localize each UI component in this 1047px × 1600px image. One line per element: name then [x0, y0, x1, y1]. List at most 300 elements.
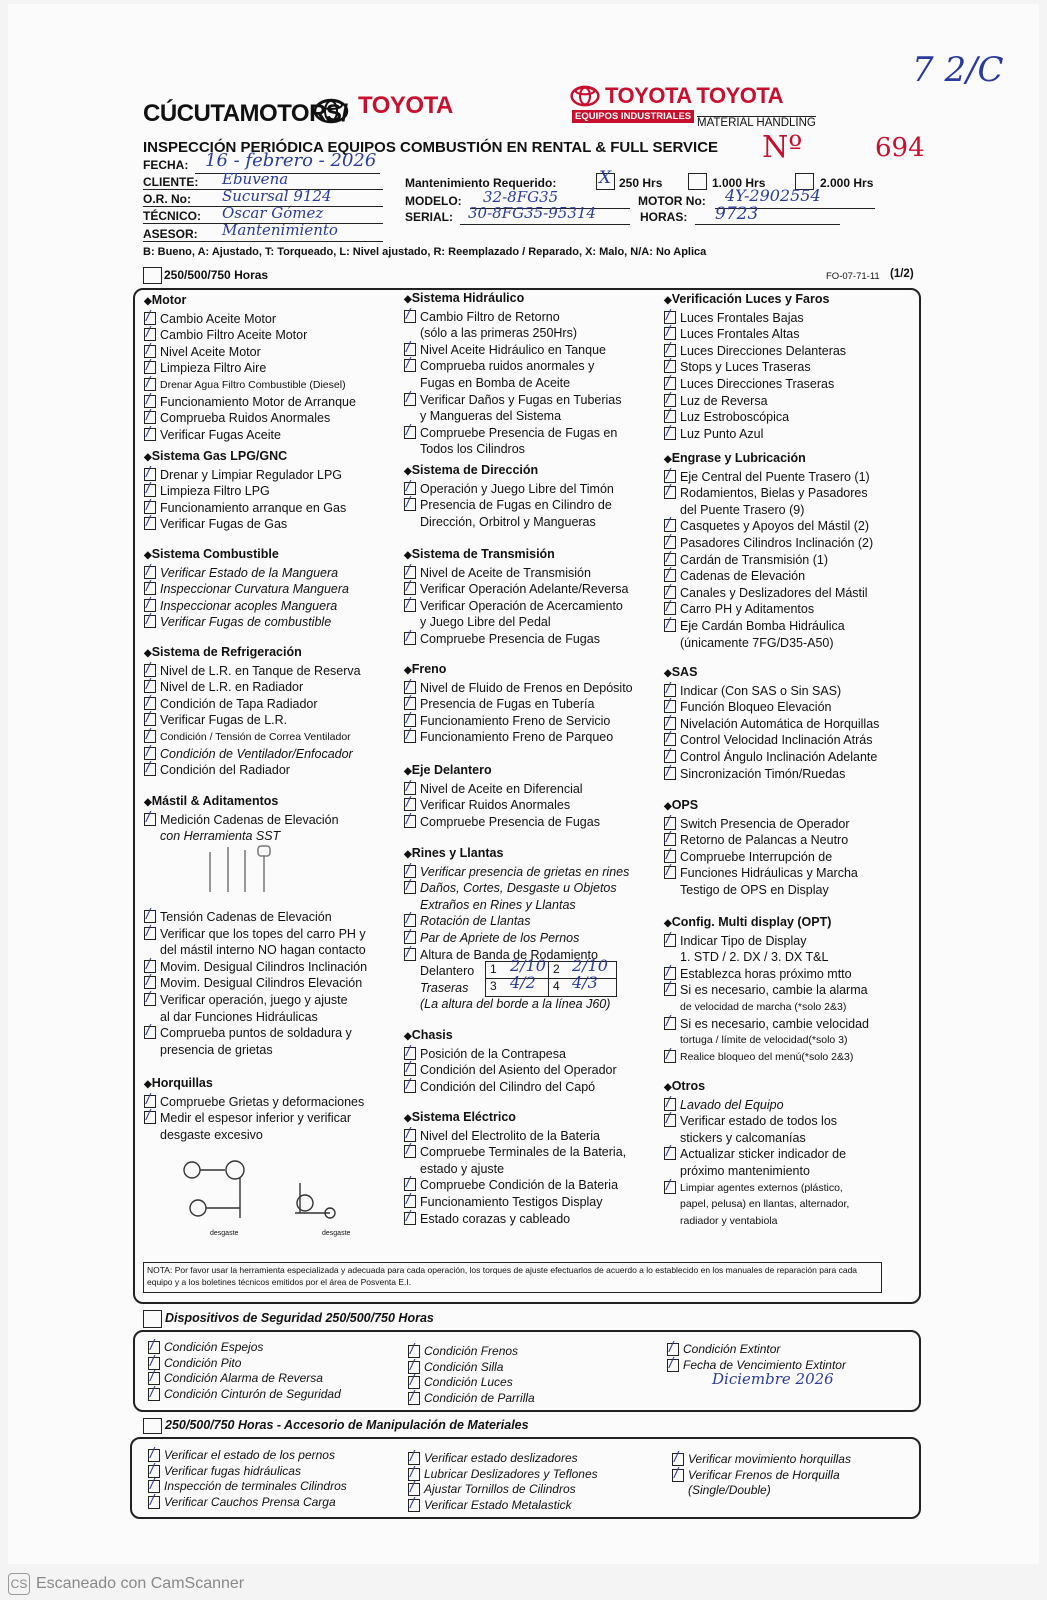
- section-title: ◆ OPS: [664, 797, 858, 816]
- check-row[interactable]: [148, 1479, 347, 1495]
- checkbox[interactable]: [664, 519, 676, 532]
- checkbox[interactable]: [404, 1063, 416, 1076]
- check-row[interactable]: [404, 713, 633, 730]
- check-row[interactable]: [404, 1046, 617, 1063]
- item-label: Movim. Desigual Cilindros Elevación: [160, 976, 363, 991]
- check-row[interactable]: [664, 601, 873, 618]
- checkbox[interactable]: [144, 501, 156, 514]
- checkbox[interactable]: [144, 328, 156, 341]
- checkbox[interactable]: [404, 730, 416, 743]
- item-label: Daños, Cortes, Desgaste u Objetos: [420, 881, 617, 896]
- checkbox[interactable]: [664, 1050, 676, 1063]
- checkbox[interactable]: [144, 1111, 156, 1124]
- checkbox[interactable]: [404, 697, 416, 710]
- checkbox[interactable]: [404, 632, 416, 645]
- check-row[interactable]: [664, 310, 846, 327]
- checkbox[interactable]: [664, 1098, 676, 1111]
- checkbox[interactable]: [664, 619, 676, 632]
- check-row[interactable]: [144, 483, 346, 500]
- item-label: Nivel Aceite Hidráulico en Tanque: [420, 342, 606, 357]
- checkbox[interactable]: [664, 1017, 676, 1030]
- item-label: Canales y Deslizadores del Mástil: [680, 585, 868, 600]
- check-row[interactable]: [404, 1079, 617, 1096]
- accesorio-title: 250/500/750 Horas - Accesorio de Manipulación de Materiales: [165, 1418, 529, 1432]
- check-row[interactable]: [408, 1467, 598, 1483]
- check-row[interactable]: [664, 1180, 849, 1197]
- check-row[interactable]: [404, 342, 622, 359]
- checkbox[interactable]: [664, 377, 676, 390]
- check-row[interactable]: [404, 1062, 617, 1079]
- check-row[interactable]: [404, 781, 600, 798]
- check-row[interactable]: [404, 598, 628, 615]
- check-row[interactable]: [664, 699, 879, 716]
- checkbox[interactable]: [404, 914, 416, 927]
- checkbox[interactable]: [144, 566, 156, 579]
- item-label: (únicamente 7FG/D35-A50): [680, 635, 834, 650]
- check-row[interactable]: [144, 360, 356, 377]
- checkbox[interactable]: [664, 586, 676, 599]
- check-row[interactable]: [144, 467, 346, 484]
- check-row[interactable]: [148, 1340, 341, 1356]
- check-row[interactable]: [664, 1113, 849, 1130]
- checkbox[interactable]: [404, 426, 416, 439]
- check-row[interactable]: [408, 1498, 598, 1514]
- check-row[interactable]: [148, 1495, 347, 1511]
- checkbox[interactable]: [404, 782, 416, 795]
- tecnico-value[interactable]: Oscar Gómez: [222, 204, 324, 222]
- checkbox[interactable]: [144, 517, 156, 530]
- check-row[interactable]: [664, 552, 873, 569]
- item-label: Condición Alarma de Reversa: [164, 1371, 323, 1385]
- checkbox[interactable]: [664, 360, 676, 373]
- checkbox[interactable]: [664, 602, 676, 615]
- checkbox[interactable]: [667, 1359, 679, 1372]
- checkbox[interactable]: [144, 927, 156, 940]
- checkbox[interactable]: [664, 470, 676, 483]
- checkbox[interactable]: [664, 717, 676, 730]
- checkbox[interactable]: [144, 960, 156, 973]
- item-label: estado y ajuste: [420, 1161, 505, 1176]
- checkbox[interactable]: [664, 733, 676, 746]
- check-row[interactable]: [664, 409, 846, 426]
- checkbox[interactable]: [144, 484, 156, 497]
- section-title: ◆ Sistema Eléctrico: [404, 1109, 626, 1128]
- checkbox[interactable]: [664, 394, 676, 407]
- check-row[interactable]: [144, 679, 361, 696]
- check-row[interactable]: [664, 469, 873, 486]
- checkbox[interactable]: [404, 798, 416, 811]
- check-row[interactable]: [144, 909, 367, 926]
- checkbox[interactable]: [408, 1499, 420, 1512]
- item-label: Nivel de Aceite de Transmisión: [420, 565, 591, 580]
- cliente-value[interactable]: Ebuvena: [222, 170, 289, 188]
- check-row[interactable]: [404, 481, 614, 498]
- item-label: Presencia de Fugas en Cilindro de: [420, 498, 612, 513]
- checkbox[interactable]: [664, 410, 676, 423]
- check-row[interactable]: [144, 812, 339, 829]
- checkbox[interactable]: [144, 361, 156, 374]
- checkbox[interactable]: [404, 931, 416, 944]
- item-label: Comprueba puntos de soldadura y: [160, 1026, 352, 1041]
- item-label: Eje Central del Puente Trasero (1): [680, 469, 870, 484]
- check-row[interactable]: [664, 585, 873, 602]
- checkbox[interactable]: [144, 713, 156, 726]
- motor-value[interactable]: 4Y-2902554: [725, 186, 821, 205]
- check-row[interactable]: [144, 427, 356, 444]
- checkbox[interactable]: [664, 850, 676, 863]
- item-label: Inspección de terminales Cilindros: [164, 1479, 347, 1493]
- checkbox[interactable]: [144, 582, 156, 595]
- checkbox[interactable]: [404, 359, 416, 372]
- check-row[interactable]: [144, 1094, 364, 1111]
- check-row[interactable]: [144, 614, 349, 631]
- check-row[interactable]: [664, 343, 846, 360]
- chain-gauge-image: [200, 842, 300, 897]
- checkbox[interactable]: [404, 1047, 416, 1060]
- checkbox[interactable]: [404, 1178, 416, 1191]
- check-row[interactable]: [404, 1211, 626, 1228]
- check-row[interactable]: [144, 516, 346, 533]
- checkbox[interactable]: [404, 1080, 416, 1093]
- checkbox[interactable]: [408, 1392, 420, 1405]
- check-row[interactable]: [667, 1342, 846, 1358]
- item-label: Luz Punto Azul: [680, 426, 764, 441]
- tire-d1-value[interactable]: 2/10: [510, 956, 546, 975]
- checkbox[interactable]: [664, 327, 676, 340]
- check-row[interactable]: [404, 425, 622, 442]
- item-label: Condición Extintor: [683, 1342, 781, 1356]
- check-row[interactable]: [404, 1128, 626, 1145]
- checkbox[interactable]: [404, 1145, 416, 1158]
- checkbox[interactable]: [664, 833, 676, 846]
- item-label: Dirección, Orbitrol y Mangueras: [420, 514, 596, 529]
- check-row[interactable]: [144, 327, 356, 344]
- check-row[interactable]: [144, 696, 361, 713]
- checkbox[interactable]: [148, 1388, 160, 1401]
- checkbox[interactable]: [144, 697, 156, 710]
- check-row-text: [404, 614, 628, 631]
- check-row[interactable]: [404, 930, 629, 947]
- tire-t3-value[interactable]: 4/2: [510, 973, 536, 992]
- check-row[interactable]: [672, 1452, 851, 1468]
- check-row[interactable]: [404, 797, 600, 814]
- checkbox[interactable]: [664, 1181, 676, 1194]
- horas-box-checkbox[interactable]: [143, 267, 162, 284]
- checkbox[interactable]: [144, 910, 156, 923]
- check-row[interactable]: [148, 1387, 341, 1403]
- item-label: Altura de Banda de Rodamiento: [420, 947, 598, 962]
- checkbox[interactable]: [664, 311, 676, 324]
- horas-value[interactable]: 9723: [715, 204, 759, 224]
- check-row[interactable]: [144, 729, 361, 746]
- check-row[interactable]: [404, 358, 622, 375]
- check-row[interactable]: [144, 663, 361, 680]
- check-row[interactable]: [664, 966, 869, 983]
- check-row[interactable]: [664, 376, 846, 393]
- check-row[interactable]: [664, 1146, 849, 1163]
- item-label: Funcionamiento Testigos Display: [420, 1194, 603, 1209]
- checkbox[interactable]: [664, 700, 676, 713]
- checkbox[interactable]: [144, 1095, 156, 1108]
- check-row[interactable]: [144, 377, 356, 394]
- check-row[interactable]: [664, 683, 879, 700]
- check-row[interactable]: [404, 913, 629, 930]
- check-row[interactable]: [664, 485, 873, 502]
- check-row[interactable]: [144, 394, 356, 411]
- check-row-text: [144, 1009, 367, 1026]
- checkbox[interactable]: [144, 428, 156, 441]
- checkbox[interactable]: [404, 498, 416, 511]
- item-label: Establezca horas próximo mtto: [680, 966, 852, 981]
- checkbox[interactable]: [144, 615, 156, 628]
- checkbox[interactable]: [404, 1212, 416, 1225]
- check-row[interactable]: [404, 1177, 626, 1194]
- col1-sec5: [144, 909, 367, 1058]
- check-row[interactable]: [144, 1110, 364, 1127]
- item-label: Indicar (Con SAS o Sin SAS): [680, 683, 842, 698]
- number-label: Nº: [762, 130, 803, 165]
- item-label: Medición Cadenas de Elevación: [160, 812, 339, 827]
- checkbox[interactable]: [404, 881, 416, 894]
- checkbox[interactable]: [144, 312, 156, 325]
- check-row[interactable]: [404, 392, 622, 409]
- checkbox[interactable]: [404, 343, 416, 356]
- checkbox[interactable]: [664, 684, 676, 697]
- check-row[interactable]: [144, 975, 367, 992]
- checkbox[interactable]: [144, 664, 156, 677]
- checkbox[interactable]: [664, 967, 676, 980]
- check-row[interactable]: [144, 500, 346, 517]
- check-row[interactable]: [664, 732, 879, 749]
- checkbox[interactable]: [144, 813, 156, 826]
- item-label: Compruebe Grietas y deformaciones: [160, 1094, 365, 1109]
- checkbox[interactable]: [664, 817, 676, 830]
- serial-value[interactable]: 30-8FG35-95314: [468, 204, 596, 222]
- check-row[interactable]: [664, 832, 858, 849]
- check-row-text: [404, 514, 614, 531]
- check-row[interactable]: [144, 598, 349, 615]
- seguridad-checkbox[interactable]: [143, 1310, 162, 1328]
- checkbox[interactable]: [404, 599, 416, 612]
- check-row[interactable]: [144, 959, 367, 976]
- check-row[interactable]: [404, 1194, 626, 1211]
- check-row[interactable]: [664, 359, 846, 376]
- checkbox[interactable]: [664, 536, 676, 549]
- tire-d2-value[interactable]: 2/10: [572, 956, 608, 975]
- checkbox[interactable]: [404, 1129, 416, 1142]
- item-label: Luz de Reversa: [680, 393, 768, 408]
- check-row[interactable]: [148, 1464, 347, 1480]
- check-row[interactable]: [144, 565, 349, 582]
- tecnico-label: TÉCNICO:: [143, 209, 201, 223]
- item-label: tortuga / límite de velocidad(*solo 3): [680, 1034, 848, 1047]
- check-row[interactable]: [404, 696, 633, 713]
- check-row[interactable]: [144, 311, 356, 328]
- checkbox[interactable]: [664, 553, 676, 566]
- checkbox[interactable]: [404, 714, 416, 727]
- check-row[interactable]: [148, 1356, 341, 1372]
- checkbox[interactable]: [404, 310, 416, 323]
- check-row-text: [404, 996, 629, 1013]
- item-label: y Juego Libre del Pedal: [420, 615, 551, 630]
- checkbox[interactable]: [144, 345, 156, 358]
- check-row[interactable]: [408, 1451, 598, 1467]
- check-row[interactable]: [408, 1391, 535, 1407]
- check-row[interactable]: [664, 618, 873, 635]
- checkbox[interactable]: [664, 427, 676, 440]
- check-row[interactable]: [404, 680, 633, 697]
- check-row-text: [664, 1196, 849, 1213]
- checkbox[interactable]: [664, 983, 676, 996]
- item-label: Sincronización Timón/Ruedas: [680, 766, 846, 781]
- checkbox[interactable]: [672, 1469, 684, 1482]
- mant-250-checkbox[interactable]: X: [596, 173, 615, 190]
- check-row[interactable]: [664, 518, 873, 535]
- check-row[interactable]: [664, 1016, 869, 1033]
- check-row[interactable]: [664, 326, 846, 343]
- checkbox[interactable]: [404, 948, 416, 961]
- section-title: ◆ Sistema Hidráulico: [404, 290, 622, 309]
- check-row[interactable]: [144, 581, 349, 598]
- check-row[interactable]: [144, 762, 361, 779]
- checkbox[interactable]: [404, 482, 416, 495]
- check-row[interactable]: [144, 926, 367, 943]
- checkbox[interactable]: [404, 566, 416, 579]
- check-row[interactable]: [408, 1360, 535, 1376]
- check-row[interactable]: [144, 1025, 367, 1042]
- or-value[interactable]: Sucursal 9124: [222, 187, 332, 205]
- check-row[interactable]: [408, 1344, 535, 1360]
- check-row[interactable]: [404, 631, 628, 648]
- checkbox[interactable]: [144, 599, 156, 612]
- check-row[interactable]: [664, 749, 879, 766]
- check-row[interactable]: [664, 1097, 849, 1114]
- check-row[interactable]: [664, 766, 879, 783]
- item-label: Drenar Agua Filtro Combustible (Diesel): [160, 378, 346, 391]
- fecha-value[interactable]: 16 - febrero - 2026: [205, 150, 377, 171]
- check-row[interactable]: [408, 1375, 535, 1391]
- check-row[interactable]: [404, 497, 614, 514]
- check-row[interactable]: [664, 568, 873, 585]
- item-label: Traseras: [420, 980, 469, 995]
- extintor-date[interactable]: Diciembre 2026: [712, 1370, 834, 1388]
- check-row[interactable]: [148, 1371, 341, 1387]
- checkbox[interactable]: [144, 747, 156, 760]
- accesorio-checkbox[interactable]: [143, 1418, 162, 1434]
- section-title: ◆ Sistema Gas LPG/GNC: [144, 448, 346, 467]
- check-row[interactable]: [144, 712, 361, 729]
- check-row[interactable]: [404, 1144, 626, 1161]
- col2-sec2: [404, 546, 628, 648]
- checkbox[interactable]: [664, 569, 676, 582]
- check-row[interactable]: [404, 814, 600, 831]
- asesor-value[interactable]: Mantenimiento: [222, 221, 338, 239]
- checkbox[interactable]: [404, 681, 416, 694]
- modelo-value[interactable]: 32-8FG35: [483, 188, 559, 206]
- check-row[interactable]: [664, 1049, 869, 1066]
- check-row[interactable]: [664, 865, 858, 882]
- check-row[interactable]: [664, 426, 846, 443]
- item-label: Verificar Operación Adelante/Reversa: [420, 582, 629, 597]
- check-row[interactable]: [404, 581, 628, 598]
- checkbox[interactable]: [404, 815, 416, 828]
- check-row[interactable]: [148, 1448, 347, 1464]
- checkbox[interactable]: [144, 976, 156, 989]
- checkbox[interactable]: [404, 865, 416, 878]
- checkbox[interactable]: [664, 767, 676, 780]
- check-row[interactable]: [144, 992, 367, 1009]
- check-row[interactable]: [664, 393, 846, 410]
- checkbox[interactable]: [144, 411, 156, 424]
- checkbox[interactable]: [664, 934, 676, 947]
- check-row[interactable]: [404, 864, 629, 881]
- check-row[interactable]: [664, 816, 858, 833]
- check-row[interactable]: [404, 729, 633, 746]
- checkbox[interactable]: [404, 582, 416, 595]
- checkbox[interactable]: [664, 486, 676, 499]
- check-row[interactable]: [144, 410, 356, 427]
- wear-label-left: desgaste: [210, 1230, 239, 1237]
- check-row[interactable]: [408, 1482, 598, 1498]
- check-row[interactable]: [404, 309, 622, 326]
- checkbox[interactable]: [144, 680, 156, 693]
- checkbox[interactable]: [404, 393, 416, 406]
- checkbox[interactable]: [144, 730, 156, 743]
- checkbox[interactable]: [404, 1195, 416, 1208]
- mant-1000-checkbox[interactable]: [688, 173, 707, 190]
- modelo-label: MODELO:: [405, 194, 462, 208]
- check-row[interactable]: [144, 344, 356, 361]
- check-row[interactable]: [404, 880, 629, 897]
- brand-name-2: TOYOTA TOYOTA: [605, 83, 784, 108]
- item-label: Funcionamiento Freno de Servicio: [420, 713, 611, 728]
- check-row[interactable]: [664, 849, 858, 866]
- checkbox[interactable]: [664, 1147, 676, 1160]
- check-row[interactable]: [664, 982, 869, 999]
- check-row[interactable]: [664, 716, 879, 733]
- checkbox[interactable]: [144, 378, 156, 391]
- material-handling: MATERIAL HANDLING: [697, 117, 816, 129]
- tire-t4-value[interactable]: 4/3: [572, 973, 598, 992]
- checkbox[interactable]: [144, 993, 156, 1006]
- checkbox[interactable]: [664, 1114, 676, 1127]
- col2-sec6: [404, 1027, 617, 1095]
- checkbox[interactable]: [144, 763, 156, 776]
- item-label: Nivel de L.R. en Radiador: [160, 680, 304, 695]
- item-label: Luces Frontales Altas: [680, 327, 800, 342]
- check-row-text: [664, 635, 873, 652]
- item-label: Condición del Asiento del Operador: [420, 1063, 617, 1078]
- check-row[interactable]: [664, 535, 873, 552]
- check-row-text: [404, 375, 622, 392]
- checkbox[interactable]: [144, 395, 156, 408]
- check-row[interactable]: [144, 746, 361, 763]
- item-label: Switch Presencia de Operador: [680, 816, 850, 831]
- checkbox[interactable]: [664, 866, 676, 879]
- checkbox[interactable]: [148, 1496, 160, 1509]
- item-label: Compruebe Interrupción de: [680, 849, 833, 864]
- check-row[interactable]: [404, 565, 628, 582]
- check-row[interactable]: [664, 933, 869, 950]
- check-row[interactable]: [672, 1468, 851, 1484]
- checkbox[interactable]: [144, 1026, 156, 1039]
- checkbox[interactable]: [144, 468, 156, 481]
- section-title: ◆ Mástil & Aditamentos: [144, 793, 339, 812]
- item-label: Estado corazas y cableado: [420, 1211, 571, 1226]
- item-label: Compruebe Condición de la Bateria: [420, 1178, 619, 1193]
- checkbox[interactable]: [664, 750, 676, 763]
- checkbox[interactable]: [664, 344, 676, 357]
